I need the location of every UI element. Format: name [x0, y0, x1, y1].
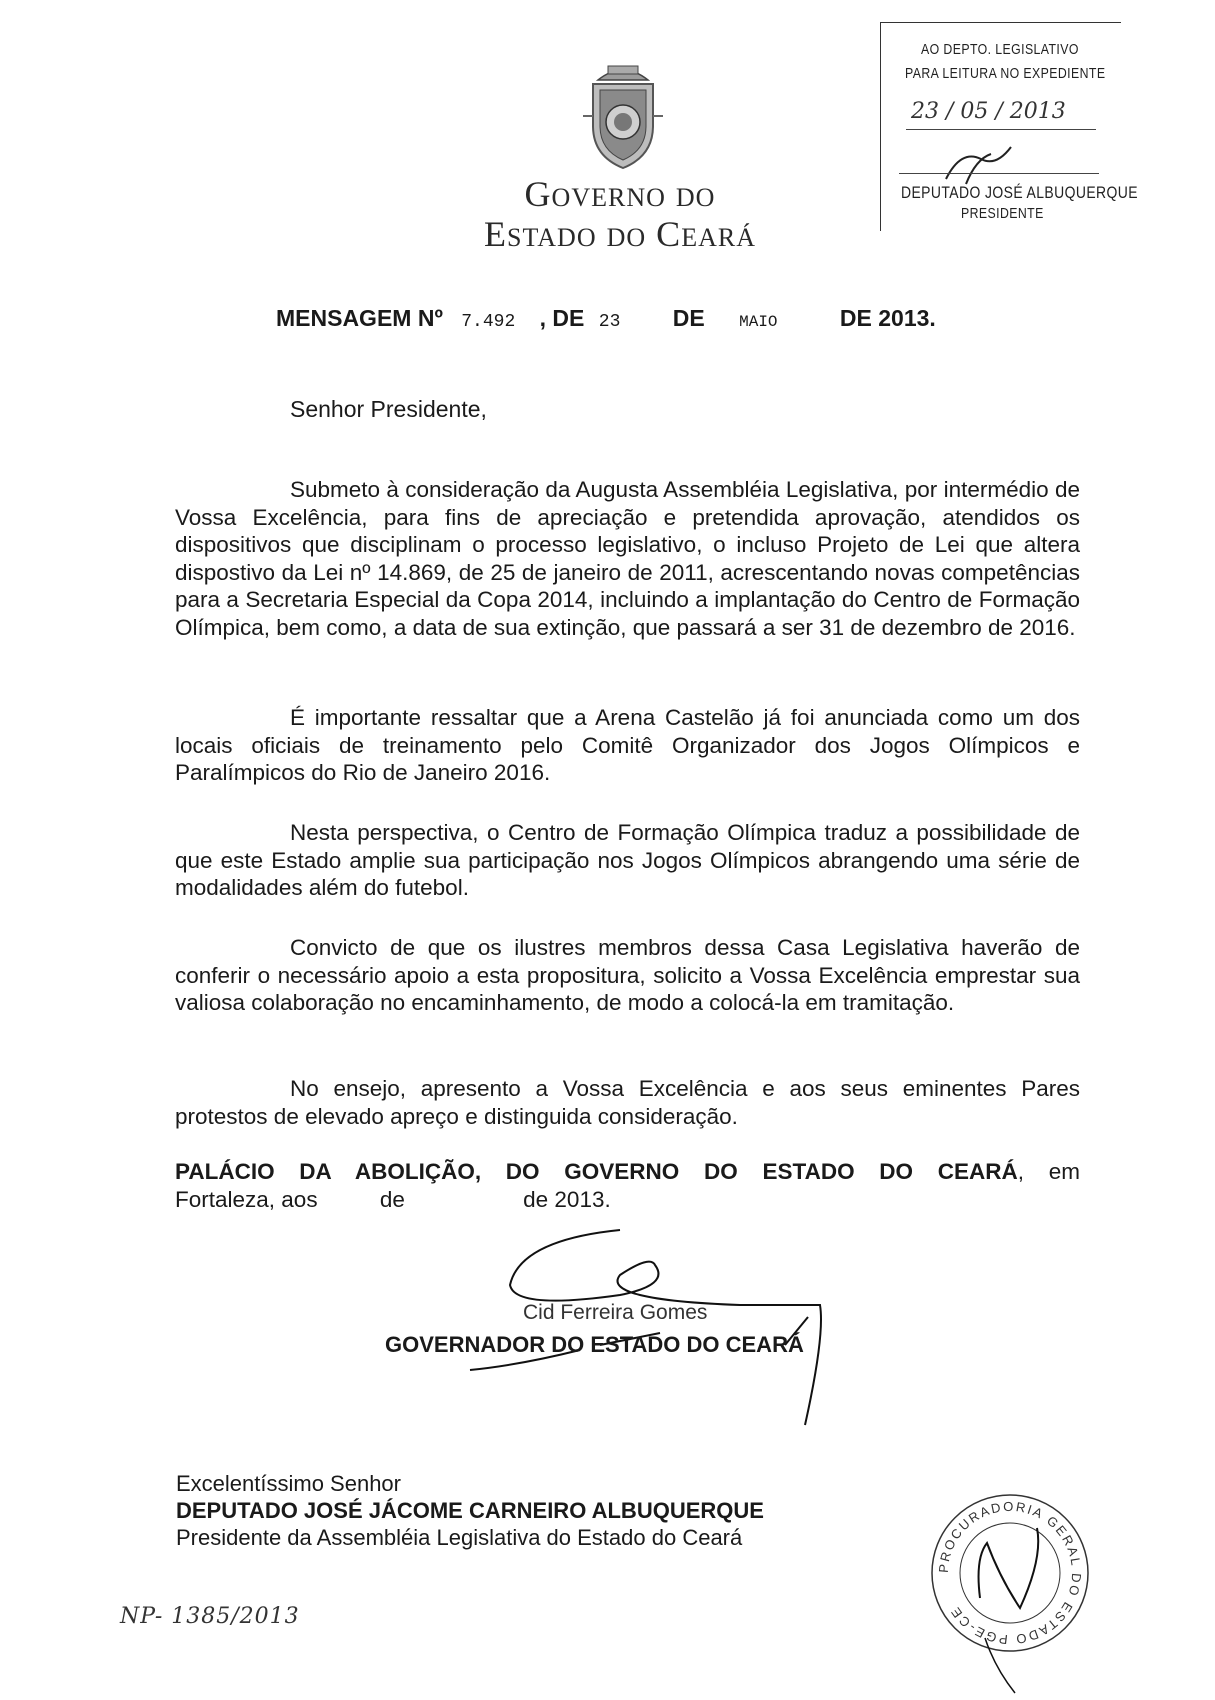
- legislative-stamp: [880, 22, 1138, 231]
- message-number: 7.492: [461, 312, 516, 332]
- gov-g: G: [524, 174, 552, 214]
- closing-block: [175, 1158, 1080, 1214]
- message-year: DE 2013.: [839, 305, 936, 331]
- stamp-line1: AO DEPTO. LEGISLATIVO: [921, 41, 1079, 58]
- addressee-line1: Excelentíssimo Senhor: [176, 1471, 401, 1496]
- addressee-name: DEPUTADO JOSÉ JÁCOME CARNEIRO ALBUQUERQUE: [176, 1498, 764, 1523]
- closing-em: , em: [1017, 1159, 1080, 1184]
- stamp-line2: PARA LEITURA NO EXPEDIENTE: [905, 65, 1106, 82]
- message-de2: DE: [672, 305, 705, 331]
- stamp-line4: DEPUTADO JOSÉ ALBUQUERQUE: [901, 183, 1138, 202]
- signature-title: GOVERNADOR DO ESTADO DO CEARÁ: [385, 1332, 804, 1357]
- body-paragraph-5: [175, 1075, 1080, 1130]
- paragraph-text: Nesta perspectiva, o Centro de Formação Olímpica traduz a possibilidade de que este Estado amplie sua participação nos Jogos Olímpicos abrangendo uma série de modalidades além do futebol.: [175, 820, 1080, 900]
- message-month: MAIO: [739, 313, 778, 331]
- paragraph-text: Submeto à consideração da Augusta Assembléia Legislativa, por intermédio de Vossa Excelência, para fins de apreciação e pretendida aprovação, atendidos os dispositivos que disciplinam o processo legislativo, o incluso Projeto de Lei que altera dispostivo da Lei nº 14.869, de 25 de janeiro de 2011, acrescentando novas competências para a Secretaria Especial da Copa 2014, incluindo a implantação do Centro de Formação Olímpica, bem como, a data de sua extinção, que passará a ser 31 de dezembro de 2016.: [175, 477, 1080, 640]
- paragraph-text: Convicto de que os ilustres membros dessa Casa Legislativa haverão de conferir o necessário apoio a esta propositura, solicito a Vossa Excelência emprestar sua valiosa colaboração no encaminhamento, de modo a colocá-la em tramitação.: [175, 935, 1080, 1015]
- gov-e: E: [484, 214, 508, 254]
- addressee-line3: Presidente da Assembléia Legislativa do Estado do Ceará: [176, 1525, 743, 1550]
- body-paragraph-4: [175, 934, 1080, 1017]
- body-paragraph-3: [175, 819, 1080, 902]
- gov-overno: OVERNO: [551, 183, 666, 212]
- coat-of-arms-icon: [578, 56, 668, 176]
- palace-name: PALÁCIO DA ABOLIÇÃO, DO GOVERNO DO ESTADO DO CEARÁ: [175, 1159, 1018, 1184]
- body-paragraph-1: [175, 476, 1080, 641]
- closing-line1: [175, 1158, 1080, 1186]
- message-header: [276, 305, 936, 332]
- gov-c: C: [656, 214, 682, 254]
- closing-year: de 2013.: [523, 1187, 611, 1212]
- stamp-divider: [906, 129, 1096, 130]
- closing-de: de: [379, 1187, 405, 1212]
- body-paragraph-2: [175, 704, 1080, 787]
- stamp-initials-icon: [941, 139, 1021, 189]
- message-label: MENSAGEM Nº: [276, 305, 443, 331]
- gov-do: DO: [675, 183, 716, 212]
- paragraph-text: É importante ressaltar que a Arena Castelão já foi anunciada como um dos locais oficiais de treinamento pelo Comitê Organizador dos Jogos Olímpicos e Paralímpicos do Rio de Janeiro 2016.: [175, 705, 1080, 785]
- stamp-divider2: [899, 173, 1099, 174]
- signature-name: Cid Ferreira Gomes: [523, 1301, 708, 1324]
- closing-fortaleza: Fortaleza, aos: [175, 1187, 318, 1212]
- message-day: 23: [598, 312, 621, 332]
- gov-eara: EARÁ: [681, 223, 756, 252]
- paragraph-text: No ensejo, apresento a Vossa Excelência e aos seus eminentes Pares protestos de elevado apreço e distinguida consideração.: [175, 1076, 1080, 1129]
- svg-text:PROCURADORIA GERAL DO ESTADO P: [936, 1499, 1084, 1647]
- handwritten-reference: NP- 1385/2013: [120, 1604, 300, 1629]
- stamp-line5: PRESIDENTE: [961, 205, 1044, 222]
- stamp-date: 23 / 05 / 2013: [911, 99, 1066, 124]
- salutation: Senhor Presidente,: [290, 396, 487, 422]
- closing-line2: [175, 1186, 1080, 1214]
- government-title: [400, 176, 840, 252]
- addressee-block: [176, 1470, 764, 1551]
- gov-do2: DO: [606, 223, 647, 252]
- pge-seal-icon: [925, 1488, 1095, 1698]
- gov-title-line1: [400, 176, 840, 212]
- gov-stado: STADO: [507, 223, 597, 252]
- seal-text: PROCURADORIA GERAL DO ESTADO PGE-CE: [935, 1498, 1085, 1648]
- gov-title-line2: [400, 216, 840, 252]
- message-de1: , DE: [539, 305, 585, 331]
